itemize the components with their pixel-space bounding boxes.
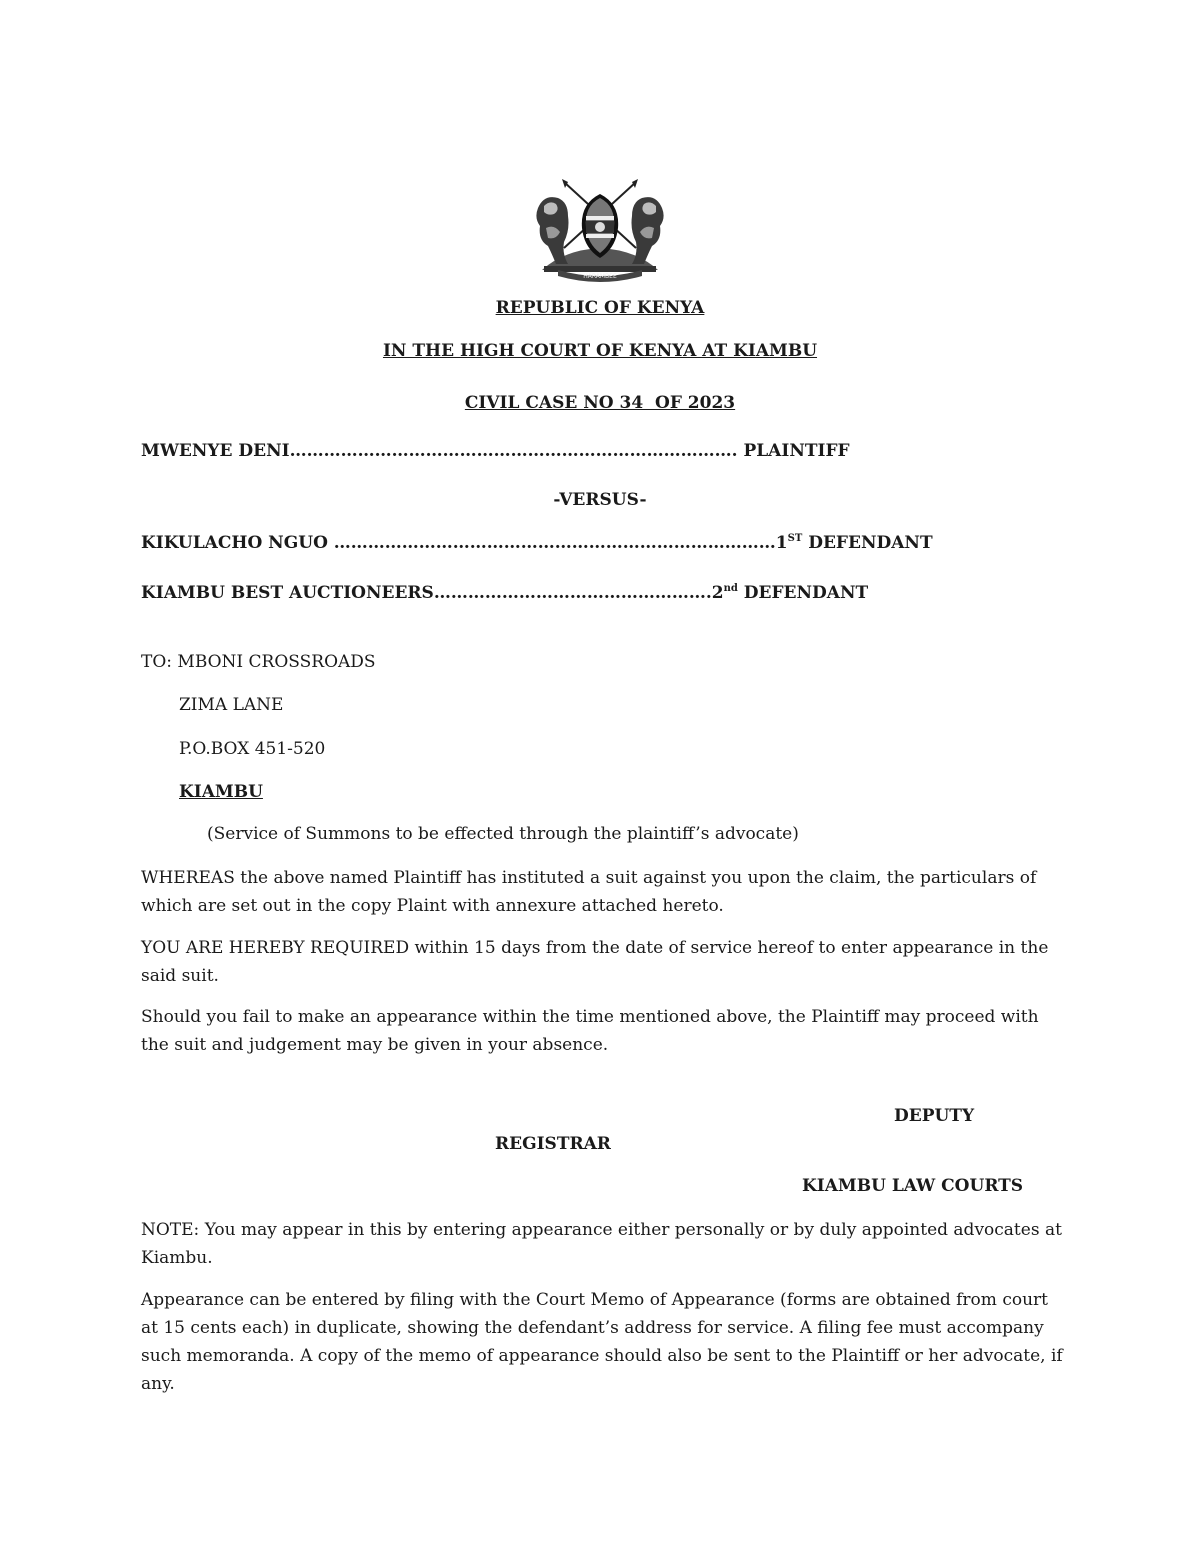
paragraph-required: YOU ARE HEREBY REQUIRED within 15 days from the date of service hereof to enter appearance in the said suit. <box>141 938 1049 986</box>
court-heading: IN THE HIGH COURT OF KENYA AT KIAMBU <box>382 341 818 361</box>
second-defendant-role: DEFENDANT <box>737 583 869 603</box>
signature-registrar: REGISTRAR <box>495 1134 611 1154</box>
first-defendant-name: KIKULACHO NGUO ……………………………………………………………………1 <box>141 533 788 553</box>
coat-of-arms-emblem <box>524 178 676 282</box>
second-defendant-ordinal: nd <box>723 583 738 594</box>
address-line-4: KIAMBU <box>179 782 263 802</box>
first-defendant-role: DEFENDANT <box>802 533 933 553</box>
first-defendant-line <box>141 533 933 553</box>
emblem-motto: HARAMBEE <box>583 273 617 280</box>
republic-heading: REPUBLIC OF KENYA <box>495 298 705 318</box>
appearance-paragraph: Appearance can be entered by filing with the Court Memo of Appearance (forms are obtained from court at 15 cents each) in duplicate, showing the defendant’s address for service. A filing fee must accompany such memoranda. A copy of the memo of appearance should also be sent to the Plaintiff or her advocate, if any. <box>141 1290 1063 1394</box>
address-line-3: P.O.BOX 451-520 <box>179 739 326 759</box>
address-line-2: ZIMA LANE <box>179 695 284 715</box>
paragraph-whereas: WHEREAS the above named Plaintiff has instituted a suit against you upon the claim, the particulars of which are set out in the copy Plaint with annexure attached hereto. <box>141 868 1037 916</box>
signature-court-name: KIAMBU LAW COURTS <box>802 1176 1024 1196</box>
service-note: (Service of Summons to be effected through the plaintiff’s advocate) <box>207 824 799 844</box>
note-paragraph: NOTE: You may appear in this by entering appearance either personally or by duly appointed advocates at Kiambu. <box>141 1220 1062 1268</box>
versus-label: -VERSUS- <box>553 490 647 510</box>
paragraph-fail: Should you fail to make an appearance within the time mentioned above, the Plaintiff may proceed with the suit and judgement may be given in your absence. <box>141 1007 1039 1055</box>
plaintiff-line: MWENYE DENI……………………………………………………………………. PLAINTIFF <box>141 441 850 461</box>
signature-deputy: DEPUTY <box>894 1106 975 1126</box>
second-defendant-line <box>141 583 868 603</box>
first-defendant-ordinal: ST <box>787 533 803 544</box>
second-defendant-name: KIAMBU BEST AUCTIONEERS………………………………………….2 <box>141 583 724 603</box>
address-to: TO: MBONI CROSSROADS <box>141 652 376 672</box>
case-number-heading: CIVIL CASE NO 34 OF 2023 <box>464 393 736 413</box>
